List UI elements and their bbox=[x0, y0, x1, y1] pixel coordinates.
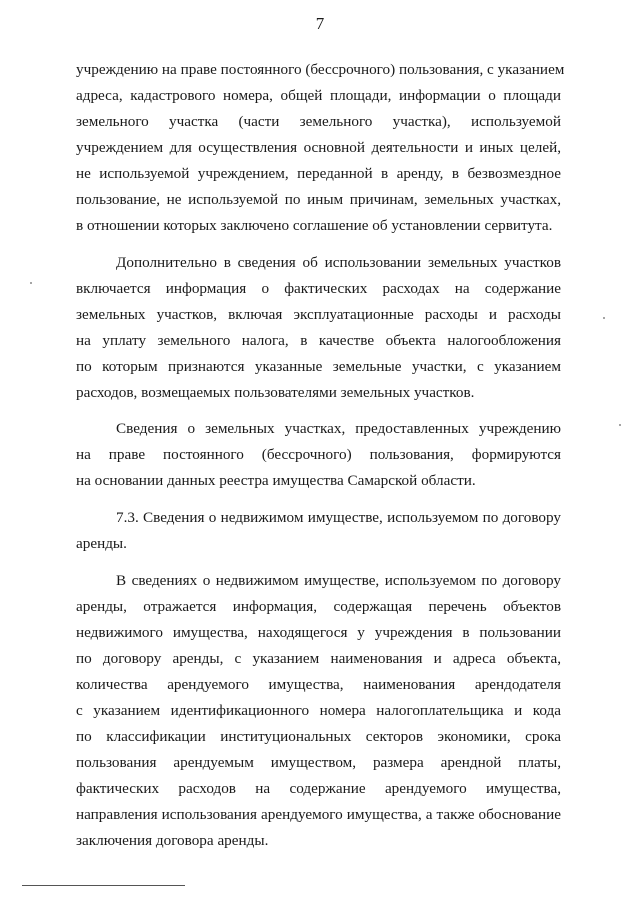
paragraph bbox=[76, 568, 561, 854]
text-line: фактических расходов на содержание арендуемого имущества, bbox=[76, 780, 561, 797]
text-line: пользование, не используемой по иным причинам, земельных участках, bbox=[76, 191, 561, 208]
text-line: на праве постоянного (бессрочного) пользования, формируются bbox=[76, 446, 561, 463]
paragraph bbox=[76, 57, 565, 239]
text-line: земельных участков, включая эксплуатационные расходы и расходы bbox=[76, 306, 561, 323]
text-line: направления использования арендуемого имущества, а также обоснование bbox=[76, 806, 561, 823]
text-line: с указанием идентификационного номера налогоплательщика и кода bbox=[76, 702, 561, 719]
text-line: не используемой учреждением, переданной в аренду, в безвозмездное bbox=[76, 165, 561, 182]
text-line: земельного участка (части земельного участка), используемой bbox=[76, 113, 561, 130]
text-line: Дополнительно в сведения об использовании земельных участков bbox=[116, 254, 561, 271]
text-line: пользования арендуемым имуществом, размера арендной платы, bbox=[76, 754, 561, 771]
footnote-separator bbox=[22, 885, 185, 886]
scan-speck bbox=[619, 424, 621, 426]
text-line: на основании данных реестра имущества Самарской области. bbox=[76, 472, 476, 489]
text-line: по которым признаются указанные земельные участки, с указанием bbox=[76, 358, 561, 375]
text-line: недвижимого имущества, находящегося у учреждения в пользовании bbox=[76, 624, 561, 641]
text-line: аренды. bbox=[76, 535, 127, 552]
text-line: по классификации институциональных секторов экономики, срока bbox=[76, 728, 561, 745]
text-line: на уплату земельного налога, в качестве объекта налогообложения bbox=[76, 332, 561, 349]
text-line: включается информация о фактических расходах на содержание bbox=[76, 280, 561, 297]
document-body bbox=[76, 57, 565, 854]
text-line: Сведения о земельных участках, предоставленных учреждению bbox=[116, 420, 561, 437]
scan-speck bbox=[30, 282, 32, 284]
paragraph bbox=[76, 505, 561, 557]
text-line: по договору аренды, с указанием наименования и адреса объекта, bbox=[76, 650, 561, 667]
text-line: в отношении которых заключено соглашение об установлении сервитута. bbox=[76, 217, 553, 234]
text-line: заключения договора аренды. bbox=[76, 832, 269, 849]
text-line: В сведениях о недвижимом имуществе, используемом по договору bbox=[116, 572, 561, 589]
text-line: количества арендуемого имущества, наименования арендодателя bbox=[76, 676, 561, 693]
text-line: аренды, отражается информация, содержащая перечень объектов bbox=[76, 598, 561, 615]
page-number: 7 bbox=[315, 14, 325, 33]
text-line: адреса, кадастрового номера, общей площади, информации о площади bbox=[76, 87, 561, 104]
paragraph bbox=[76, 416, 561, 494]
text-line: учреждением для осуществления основной деятельности и иных целей, bbox=[76, 139, 561, 156]
text-line: расходов, возмещаемых пользователями земельных участков. bbox=[76, 384, 475, 401]
paragraph bbox=[76, 250, 561, 406]
scan-speck bbox=[603, 317, 605, 319]
text-line: учреждению на праве постоянного (бессрочного) пользования, с указанием bbox=[76, 61, 565, 78]
text-line: 7.3. Сведения о недвижимом имуществе, используемом по договору bbox=[116, 509, 561, 526]
